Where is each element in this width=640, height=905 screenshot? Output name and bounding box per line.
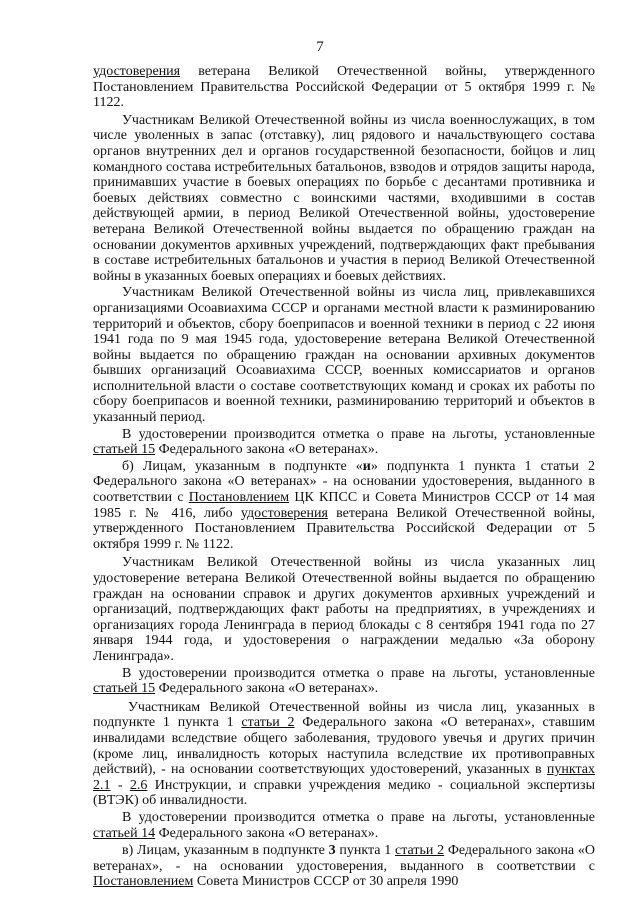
paragraph-3-text: Участникам Великой Отечественной войны из числа лиц, привлекавшихся организациями Осоавиахима СССР и органами местной власти к разминированию территорий и объектов, сбору боеприпасов и военной техники в период с 22 июня 1941 года по 9 мая 1945 года, удостоверение ветерана Великой Отечественной войны выдается по обращению граждан на основании архивных документов бывших организаций Осоавиахима СССР, военных комиссариатов и органов исполнительной власти о составе соответствующих команд и сроках их работы по сбору боеприпасов и военной техники, разминированию территорий и объектов в указанный период. — [93, 285, 595, 426]
paragraph-4 — [93, 427, 595, 458]
paragraph-7-text-a: В удостоверении производится отметка о праве на льготы, установленные — [122, 665, 595, 681]
paragraph-3 — [93, 285, 595, 425]
link-punkt-2-1[interactable]: пунктах 2.1 — [93, 762, 595, 793]
paragraph-8-text-a: Участникам Великой Отечественной войны из числа лиц, указанных в подпункте 1 пункта 1 — [93, 699, 595, 731]
paragraph-6 — [93, 555, 595, 664]
paragraph-2 — [93, 113, 595, 285]
paragraph-10 — [93, 843, 595, 890]
link-statya-14[interactable]: статьей 14 — [93, 825, 156, 841]
link-statya-2[interactable]: статьи 2 — [241, 715, 295, 731]
paragraph-7-text-b: Федерального закона «О ветеранах». — [155, 681, 379, 697]
page-number: 7 — [316, 39, 324, 55]
paragraph-10-text-a: в) Лицам, указанным в подпункте — [122, 843, 329, 859]
paragraph-1-text: ветерана Великой Отечественной войны, утвержденного Постановлением Правительства Российской Федерации от 5 октября 1999 г. № 1122. — [93, 64, 595, 111]
paragraph-8 — [93, 700, 595, 809]
paragraph-9-text-a: В удостоверении производится отметка о праве на льготы, установленные — [122, 809, 595, 825]
paragraph-2-text: Участникам Великой Отечественной войны из числа военнослужащих, в том числе уволенных в запас (отставку), лиц рядового и начальствующего состава органов внутренних дел и органов государственной безопасности, бойцов и лиц командного состава истребительных батальонов, взводов и отрядов защиты народа, принимавших участие в боевых операциях по борьбе с десантами противника и боевых действиях совместно с воинскими частями, входившими в состав действующей армии, в период Великой Отечественной войны, удостоверение ветерана Великой Отечественной войны выдается по обращению граждан на основании документов архивных учреждений, подтверждающих факт пребывания в составе истребительных батальонов и участия в период Великой Отечественной войны в указанных боевых операциях и боевых действиях. — [93, 112, 595, 284]
paragraph-9-text-b: Федерального закона «О ветеранах». — [155, 825, 379, 841]
paragraph-7 — [93, 666, 595, 697]
paragraph-8-text-d: Инструкции, и справки учреждения медико - социальной экспертизы (ВТЭК) об инвалидности. — [93, 777, 595, 809]
paragraph-8-text-c: - — [110, 777, 130, 793]
paragraph-10-text-b: пункта 1 — [335, 843, 395, 859]
paragraph-8-text-b: Федерального закона «О ветеранах», ставшим инвалидами вследствие общего заболевания, трудового увечья и других причин (кроме лиц, инвалидность которых наступила вследствие их противоправных действий), - на основании соответствующих удостоверений, указанных в — [93, 715, 596, 778]
paragraph-6-text: Участникам Великой Отечественной войны из числа указанных лиц удостоверение ветерана Великой Отечественной войны выдается по обращению граждан на основании справок и других документов архивных учреждений и организаций, подтверждающих факт работы на предприятиях, в учреждениях и организациях города Ленинграда в период блокады с 8 сентября 1941 года по 27 января 1944 года, и удостоверения о награждении медалью «За оборону Ленинграда». — [93, 555, 595, 664]
link-statya-2-b[interactable]: статьи 2 — [394, 843, 445, 859]
paragraph-9 — [93, 810, 595, 841]
paragraph-4-text-a: В удостоверении производится отметка о праве на льготы, установленные — [122, 426, 595, 442]
subpoint-letter: и — [362, 458, 371, 474]
link-postanovleniem[interactable]: Постановлением — [188, 490, 290, 506]
paragraph-1 — [93, 64, 595, 111]
paragraph-5-text-b: » подпункта 1 пункта 1 статьи 2 Федерального закона «О ветеранах» - на основании удостоверения, выданного в соответствии с — [93, 458, 595, 506]
document-body — [93, 64, 595, 890]
link-udostovereniya-2[interactable]: удостоверения — [240, 505, 328, 521]
link-udostovereniya[interactable]: удостоверения — [93, 64, 181, 79]
link-statya-15-2[interactable]: статьей 15 — [93, 681, 156, 697]
paragraph-5-text-a: б) Лицам, указанным в подпункте « — [122, 458, 363, 474]
paragraph-4-text-b: Федерального закона «О ветеранах». — [155, 442, 379, 458]
paragraph-10-text-d: Совета Министров СССР от 30 апреля 1990 — [193, 874, 459, 890]
paragraph-5-text-c: ЦК КПСС и Совета Министров СССР от 14 мая 1985 г. № 416, либо — [93, 490, 595, 521]
paragraph-10-text-c: Федерального закона «О ветеранах», - на основании удостоверения, выданного в соответствии с — [93, 843, 596, 874]
link-punkt-2-6[interactable]: 2.6 — [129, 777, 148, 793]
link-postanovleniem-2[interactable]: Постановлением — [93, 874, 194, 890]
link-statya-15[interactable]: статьей 15 — [93, 442, 156, 458]
paragraph-5-text-d: ветерана Великой Отечественной войны, утвержденного Постановлением Правительства Российской Федерации от 5 октября 1999 г. № 1122. — [93, 505, 596, 552]
paragraph-5 — [93, 459, 595, 553]
subpoint-number: 3 — [328, 843, 336, 859]
